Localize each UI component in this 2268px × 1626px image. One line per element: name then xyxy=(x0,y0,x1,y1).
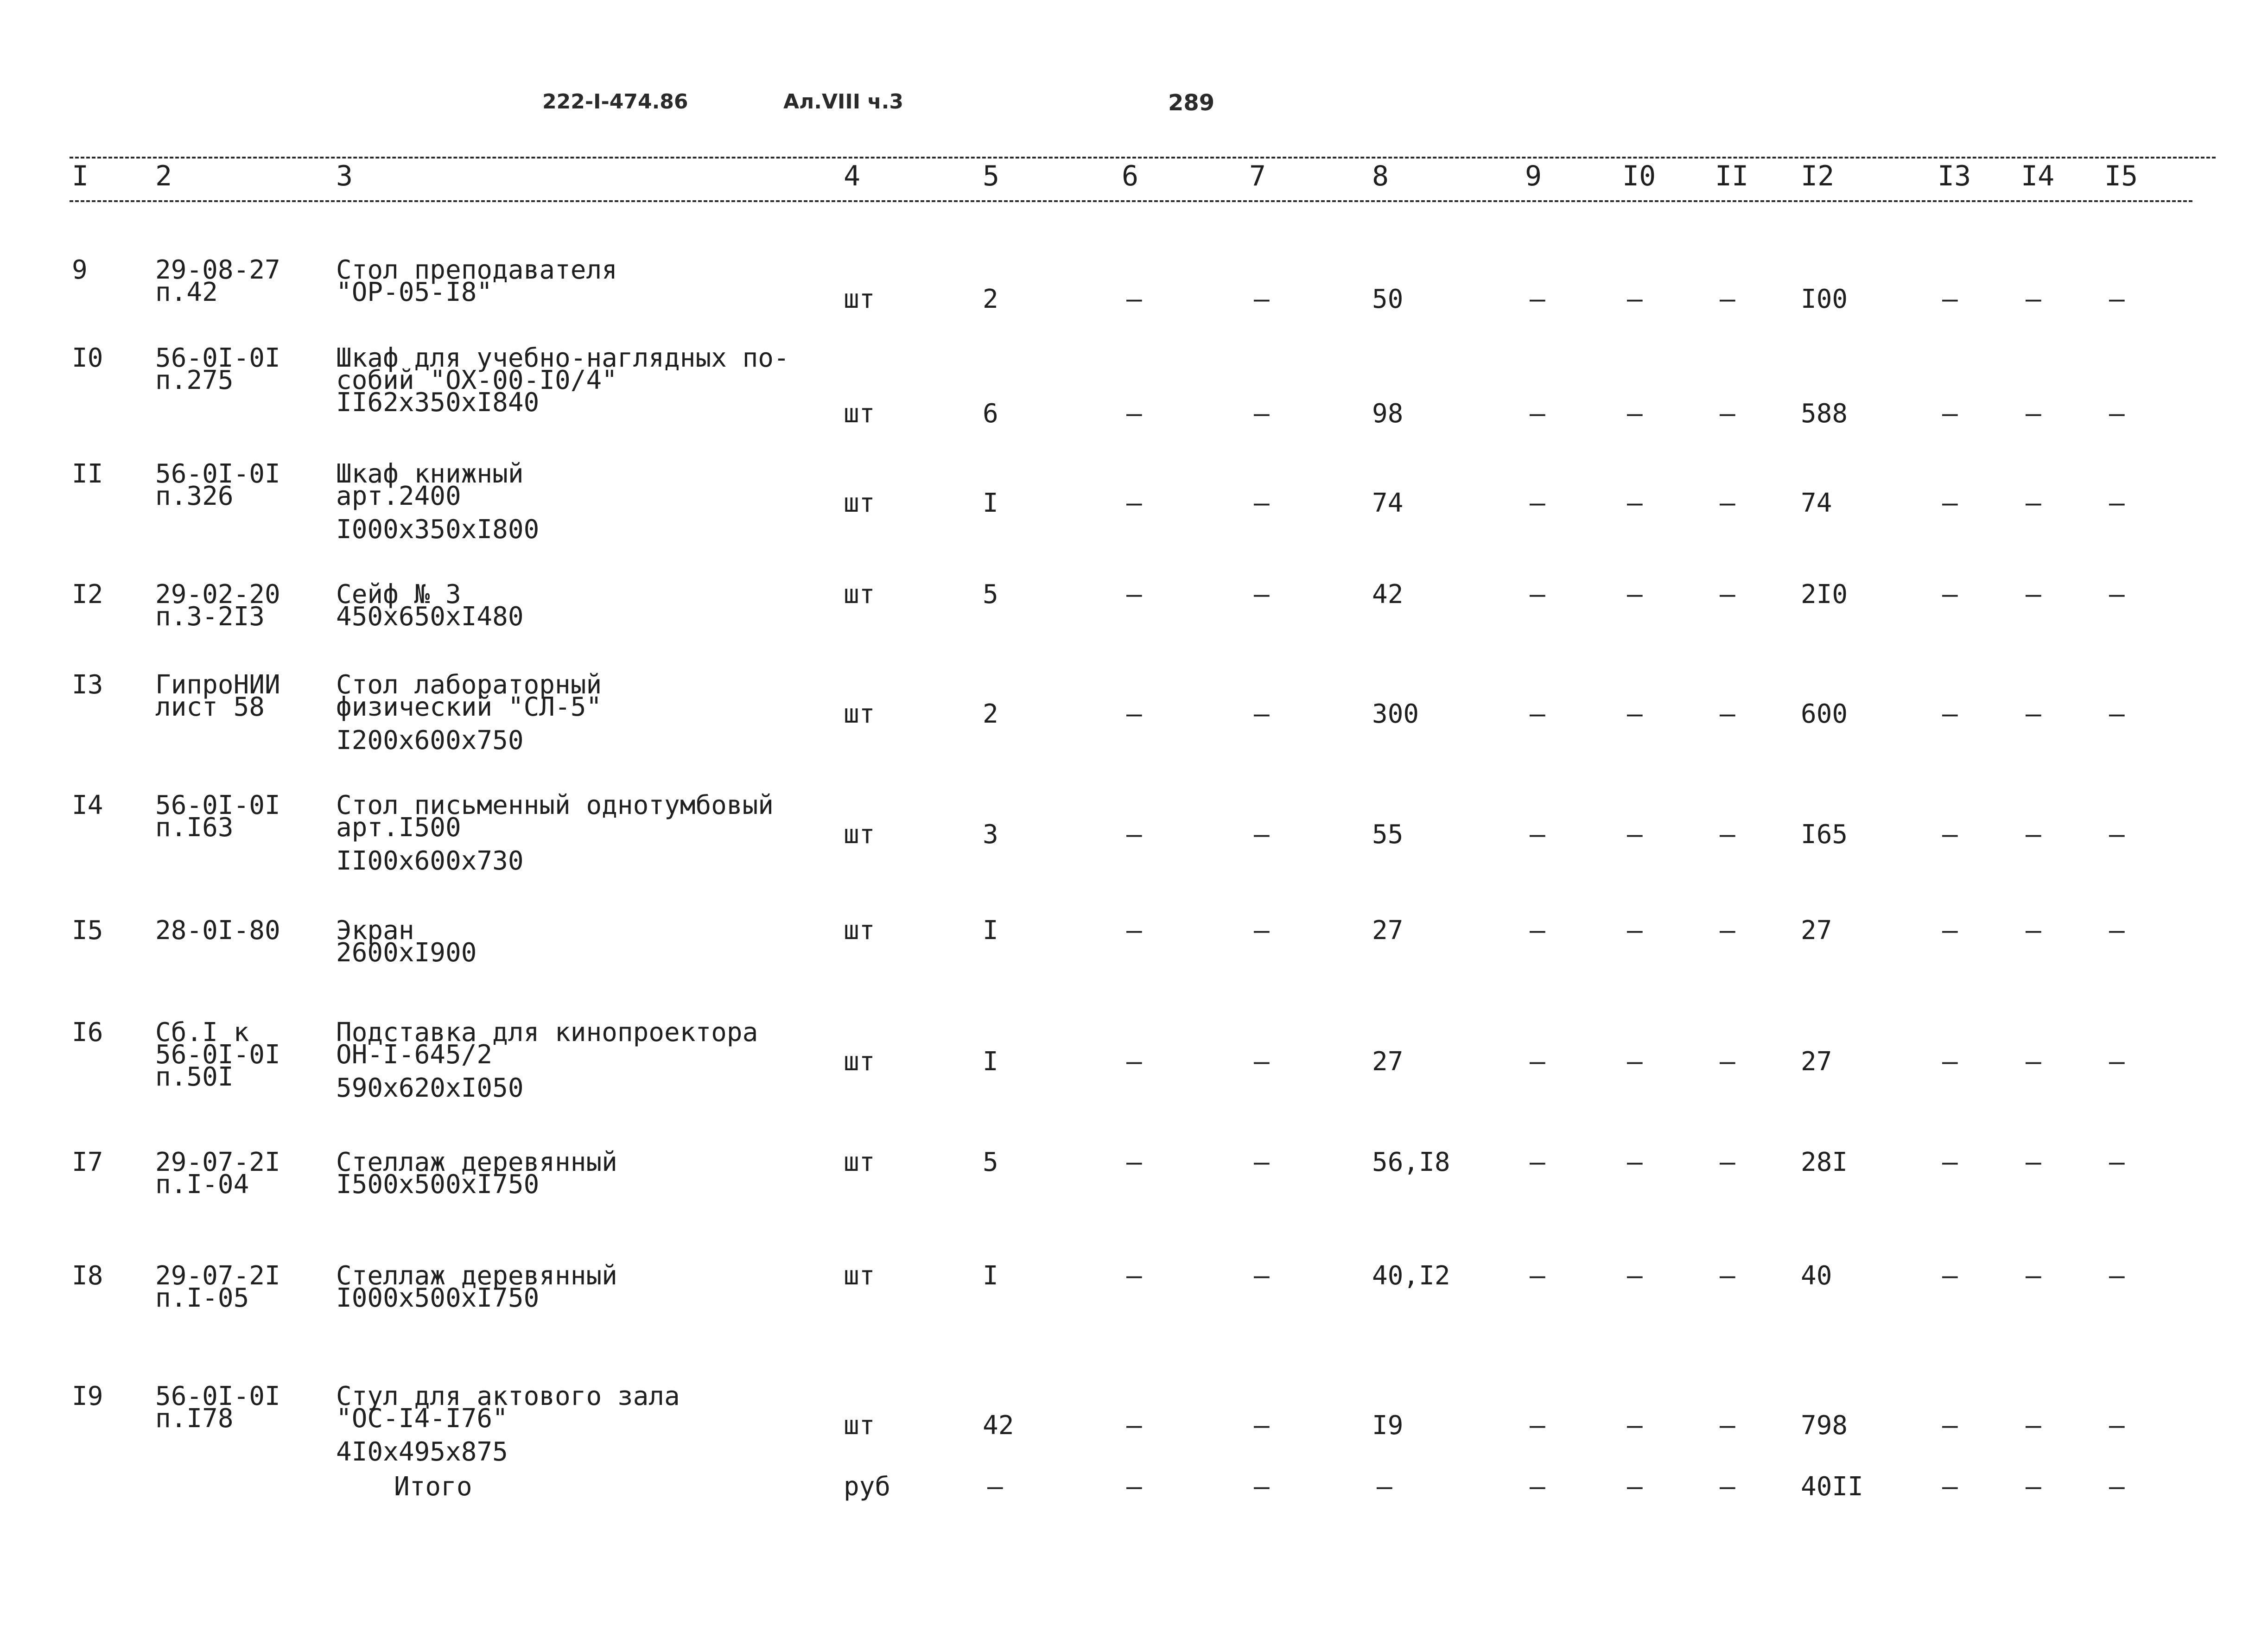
column-header: I0 xyxy=(1622,160,1656,192)
empty-cell-dash: – xyxy=(1720,915,1735,946)
item-description: Стеллаж деревянный xyxy=(336,1147,617,1177)
empty-cell-dash: – xyxy=(1942,819,1958,850)
item-description: арт.2400 xyxy=(336,481,461,511)
item-description: Стол лабораторный xyxy=(336,670,602,700)
empty-cell-dash: – xyxy=(2109,579,2125,610)
empty-cell-dash: – xyxy=(1254,1147,1270,1177)
catalog-reference: п.I78 xyxy=(155,1404,234,1434)
quantity-value: 5 xyxy=(983,1147,998,1177)
quantity-value: 42 xyxy=(983,1410,1014,1441)
catalog-reference: 29-07-2I xyxy=(155,1147,280,1177)
empty-cell-dash: – xyxy=(1627,488,1643,518)
empty-cell-dash: – xyxy=(1126,1047,1142,1077)
column-header: 2 xyxy=(155,160,172,192)
empty-cell-dash: – xyxy=(2109,399,2125,429)
empty-cell-dash: – xyxy=(1627,1472,1643,1502)
empty-cell-dash: – xyxy=(1254,1261,1270,1291)
item-description: Стеллаж деревянный xyxy=(336,1261,617,1291)
empty-cell-dash: – xyxy=(1530,819,1545,850)
empty-cell-dash: – xyxy=(2109,1147,2125,1177)
unit-value: шт xyxy=(844,284,875,314)
empty-cell-dash: – xyxy=(1530,1472,1545,1502)
unit-price-value: 55 xyxy=(1372,819,1404,850)
quantity-value: 2 xyxy=(983,284,998,314)
album-reference: Ал.VIII ч.3 xyxy=(783,90,904,114)
empty-cell-dash: – xyxy=(1254,819,1270,850)
total-value: 27 xyxy=(1801,915,1832,946)
empty-cell-dash: – xyxy=(1942,915,1958,946)
empty-cell-dash: – xyxy=(2026,1410,2041,1441)
empty-cell-dash: – xyxy=(1530,1410,1545,1441)
empty-cell-dash: – xyxy=(1720,1261,1735,1291)
empty-cell-dash: – xyxy=(2109,1047,2125,1077)
empty-cell-dash: – xyxy=(1126,488,1142,518)
column-header: 7 xyxy=(1249,160,1266,192)
item-description: ОН-I-645/2 xyxy=(336,1040,493,1070)
item-description: I200x600x750 xyxy=(336,725,524,756)
catalog-reference: п.I-04 xyxy=(155,1169,249,1200)
empty-cell-dash: – xyxy=(2026,1261,2041,1291)
empty-cell-dash: – xyxy=(1720,1147,1735,1177)
empty-cell-dash: – xyxy=(1627,1261,1643,1291)
empty-cell-dash: – xyxy=(1126,1410,1142,1441)
total-value: 28I xyxy=(1801,1147,1848,1177)
catalog-reference: 29-07-2I xyxy=(155,1261,280,1291)
catalog-reference: п.I-05 xyxy=(155,1283,249,1313)
catalog-reference: п.3-2I3 xyxy=(155,602,265,632)
empty-cell-dash: – xyxy=(1530,1147,1545,1177)
total-unit: руб xyxy=(844,1472,891,1502)
item-description: собий "ОХ-00-I0/4" xyxy=(336,365,617,395)
unit-value: шт xyxy=(844,1261,875,1291)
empty-cell-dash: – xyxy=(2109,819,2125,850)
empty-cell-dash: – xyxy=(1720,399,1735,429)
unit-value: шт xyxy=(844,699,875,729)
empty-cell-dash: – xyxy=(1720,1410,1735,1441)
empty-cell-dash: – xyxy=(1627,284,1643,314)
unit-price-value: 50 xyxy=(1372,284,1404,314)
empty-cell-dash: – xyxy=(2026,1047,2041,1077)
item-description: Экран xyxy=(336,915,414,946)
catalog-reference: п.275 xyxy=(155,365,234,395)
empty-cell-dash: – xyxy=(2026,819,2041,850)
column-header: I3 xyxy=(1938,160,1971,192)
catalog-reference: п.I63 xyxy=(155,813,234,843)
item-description: I000x500xI750 xyxy=(336,1283,540,1313)
column-header: I xyxy=(72,160,89,192)
item-description: II00x600x730 xyxy=(336,846,524,876)
empty-cell-dash: – xyxy=(2026,284,2041,314)
column-header: 9 xyxy=(1525,160,1542,192)
empty-cell-dash: – xyxy=(1254,915,1270,946)
catalog-reference: 29-02-20 xyxy=(155,579,280,610)
unit-value: шт xyxy=(844,1147,875,1177)
item-description: II62x350xI840 xyxy=(336,387,540,418)
empty-cell-dash: – xyxy=(2109,488,2125,518)
unit-price-value: 56,I8 xyxy=(1372,1147,1450,1177)
empty-cell-dash: – xyxy=(1942,488,1958,518)
quantity-value: I xyxy=(983,915,998,946)
catalog-reference: 56-0I-0I xyxy=(155,1040,280,1070)
total-value: 2I0 xyxy=(1801,579,1848,610)
quantity-value: I xyxy=(983,1261,998,1291)
unit-price-value: 27 xyxy=(1372,915,1404,946)
row-number: I6 xyxy=(72,1017,103,1048)
column-header: 3 xyxy=(336,160,353,192)
empty-cell-dash: – xyxy=(987,1472,1003,1502)
empty-cell-dash: – xyxy=(1720,579,1735,610)
catalog-reference: 56-0I-0I xyxy=(155,1381,280,1411)
item-description: 4I0x495x875 xyxy=(336,1437,508,1467)
row-number: I3 xyxy=(72,670,103,700)
unit-value: шт xyxy=(844,1047,875,1077)
empty-cell-dash: – xyxy=(1126,1472,1142,1502)
empty-cell-dash: – xyxy=(1530,699,1545,729)
column-header: II xyxy=(1715,160,1749,192)
total-value: 600 xyxy=(1801,699,1848,729)
quantity-value: 3 xyxy=(983,819,998,850)
quantity-value: I xyxy=(983,1047,998,1077)
empty-cell-dash: – xyxy=(1530,284,1545,314)
doc-code: 222-I-474.86 xyxy=(542,90,688,114)
empty-cell-dash: – xyxy=(1530,1261,1545,1291)
empty-cell-dash: – xyxy=(1126,1147,1142,1177)
empty-cell-dash: – xyxy=(2026,1472,2041,1502)
column-header: 6 xyxy=(1122,160,1139,192)
empty-cell-dash: – xyxy=(2026,579,2041,610)
empty-cell-dash: – xyxy=(1942,1147,1958,1177)
empty-cell-dash: – xyxy=(1530,915,1545,946)
empty-cell-dash: – xyxy=(2026,699,2041,729)
quantity-value: 5 xyxy=(983,579,998,610)
empty-cell-dash: – xyxy=(1254,399,1270,429)
unit-value: шт xyxy=(844,1410,875,1441)
empty-cell-dash: – xyxy=(1627,1147,1643,1177)
unit-price-value: 74 xyxy=(1372,488,1404,518)
empty-cell-dash: – xyxy=(1126,399,1142,429)
unit-price-value: 42 xyxy=(1372,579,1404,610)
empty-cell-dash: – xyxy=(1720,488,1735,518)
empty-cell-dash: – xyxy=(1720,699,1735,729)
empty-cell-dash: – xyxy=(2109,915,2125,946)
empty-cell-dash: – xyxy=(1720,819,1735,850)
empty-cell-dash: – xyxy=(1254,579,1270,610)
row-number: I8 xyxy=(72,1261,103,1291)
empty-cell-dash: – xyxy=(1126,1261,1142,1291)
unit-value: шт xyxy=(844,915,875,946)
empty-cell-dash: – xyxy=(1377,1472,1392,1502)
quantity-value: I xyxy=(983,488,998,518)
empty-cell-dash: – xyxy=(1126,915,1142,946)
total-value: 40 xyxy=(1801,1261,1832,1291)
empty-cell-dash: – xyxy=(1627,1047,1643,1077)
empty-cell-dash: – xyxy=(1530,488,1545,518)
column-header: 5 xyxy=(983,160,1000,192)
empty-cell-dash: – xyxy=(1627,915,1643,946)
quantity-value: 2 xyxy=(983,699,998,729)
empty-cell-dash: – xyxy=(1530,1047,1545,1077)
item-description: I500x500xI750 xyxy=(336,1169,540,1200)
catalog-reference: ГипроНИИ xyxy=(155,670,280,700)
empty-cell-dash: – xyxy=(1942,1261,1958,1291)
row-number: I5 xyxy=(72,915,103,946)
empty-cell-dash: – xyxy=(2109,1410,2125,1441)
empty-cell-dash: – xyxy=(1942,1472,1958,1502)
total-value: 74 xyxy=(1801,488,1832,518)
empty-cell-dash: – xyxy=(1254,284,1270,314)
empty-cell-dash: – xyxy=(1126,699,1142,729)
column-header: I4 xyxy=(2021,160,2055,192)
catalog-reference: 56-0I-0I xyxy=(155,459,280,489)
row-number: I4 xyxy=(72,790,103,820)
empty-cell-dash: – xyxy=(1942,1047,1958,1077)
catalog-reference: 56-0I-0I xyxy=(155,790,280,820)
total-value: I65 xyxy=(1801,819,1848,850)
empty-cell-dash: – xyxy=(1254,488,1270,518)
column-header: I2 xyxy=(1801,160,1835,192)
item-description: I000x350xI800 xyxy=(336,514,540,545)
total-value: I00 xyxy=(1801,284,1848,314)
catalog-reference: п.326 xyxy=(155,481,234,511)
empty-cell-dash: – xyxy=(2109,1472,2125,1502)
empty-cell-dash: – xyxy=(2109,699,2125,729)
item-description: Шкаф книжный xyxy=(336,459,524,489)
empty-cell-dash: – xyxy=(1627,579,1643,610)
item-description: 450x650xI480 xyxy=(336,602,524,632)
catalog-reference: п.42 xyxy=(155,277,218,307)
catalog-reference: 56-0I-0I xyxy=(155,343,280,373)
empty-cell-dash: – xyxy=(1942,399,1958,429)
empty-cell-dash: – xyxy=(2026,488,2041,518)
column-header: I5 xyxy=(2104,160,2138,192)
empty-cell-dash: – xyxy=(1530,399,1545,429)
empty-cell-dash: – xyxy=(1720,284,1735,314)
item-description: Стол письменный однотумбовый xyxy=(336,790,774,820)
total-value: 798 xyxy=(1801,1410,1848,1441)
item-description: Сейф № 3 xyxy=(336,579,461,610)
row-number: I7 xyxy=(72,1147,103,1177)
empty-cell-dash: – xyxy=(1530,579,1545,610)
total-label: Итого xyxy=(394,1472,472,1502)
item-description: 590x620xI050 xyxy=(336,1073,524,1103)
empty-cell-dash: – xyxy=(1627,819,1643,850)
item-description: "ОС-I4-I76" xyxy=(336,1404,508,1434)
empty-cell-dash: – xyxy=(2026,1147,2041,1177)
unit-price-value: I9 xyxy=(1372,1410,1404,1441)
empty-cell-dash: – xyxy=(1254,1472,1270,1502)
empty-cell-dash: – xyxy=(1942,579,1958,610)
catalog-reference: 28-0I-80 xyxy=(155,915,280,946)
catalog-reference: 29-08-27 xyxy=(155,255,280,285)
empty-cell-dash: – xyxy=(1254,699,1270,729)
unit-price-value: 40,I2 xyxy=(1372,1261,1450,1291)
quantity-value: 6 xyxy=(983,399,998,429)
row-number: I2 xyxy=(72,579,103,610)
row-number: II xyxy=(72,459,103,489)
empty-cell-dash: – xyxy=(1942,284,1958,314)
empty-cell-dash: – xyxy=(1942,1410,1958,1441)
unit-value: шт xyxy=(844,579,875,610)
row-number: 9 xyxy=(72,255,88,285)
empty-cell-dash: – xyxy=(1627,1410,1643,1441)
catalog-reference: п.50I xyxy=(155,1062,234,1092)
empty-cell-dash: – xyxy=(1720,1047,1735,1077)
empty-cell-dash: – xyxy=(1627,699,1643,729)
unit-price-value: 98 xyxy=(1372,399,1404,429)
empty-cell-dash: – xyxy=(2109,1261,2125,1291)
item-description: 2600xI900 xyxy=(336,938,477,968)
empty-cell-dash: – xyxy=(1126,284,1142,314)
empty-cell-dash: – xyxy=(1627,399,1643,429)
row-number: I9 xyxy=(72,1381,103,1411)
item-description: "ОР-05-I8" xyxy=(336,277,493,307)
column-header: 8 xyxy=(1372,160,1389,192)
item-description: физический "СЛ-5" xyxy=(336,692,602,722)
empty-cell-dash: – xyxy=(1254,1410,1270,1441)
page-number: 289 xyxy=(1168,90,1215,116)
unit-value: шт xyxy=(844,488,875,518)
empty-cell-dash: – xyxy=(1942,699,1958,729)
header-top-rule xyxy=(70,157,2216,159)
item-description: Стул для актового зала xyxy=(336,1381,680,1411)
empty-cell-dash: – xyxy=(1720,1472,1735,1502)
empty-cell-dash: – xyxy=(1254,1047,1270,1077)
empty-cell-dash: – xyxy=(1126,819,1142,850)
unit-price-value: 300 xyxy=(1372,699,1419,729)
total-value: 588 xyxy=(1801,399,1848,429)
catalog-reference: Сб.I к xyxy=(155,1017,249,1048)
unit-value: шт xyxy=(844,399,875,429)
unit-price-value: 27 xyxy=(1372,1047,1404,1077)
item-description: Стол преподавателя xyxy=(336,255,617,285)
empty-cell-dash: – xyxy=(1126,579,1142,610)
empty-cell-dash: – xyxy=(2026,399,2041,429)
empty-cell-dash: – xyxy=(2026,915,2041,946)
column-header: 4 xyxy=(844,160,861,192)
catalog-reference: лист 58 xyxy=(155,692,265,722)
unit-value: шт xyxy=(844,819,875,850)
item-description: Подставка для кинопроектора xyxy=(336,1017,758,1048)
total-value: 27 xyxy=(1801,1047,1832,1077)
header-bottom-rule xyxy=(70,200,2192,202)
grand-total-value: 40II xyxy=(1801,1472,1863,1502)
item-description: арт.I500 xyxy=(336,813,461,843)
item-description: Шкаф для учебно-наглядных по- xyxy=(336,343,789,373)
empty-cell-dash: – xyxy=(2109,284,2125,314)
row-number: I0 xyxy=(72,343,103,373)
